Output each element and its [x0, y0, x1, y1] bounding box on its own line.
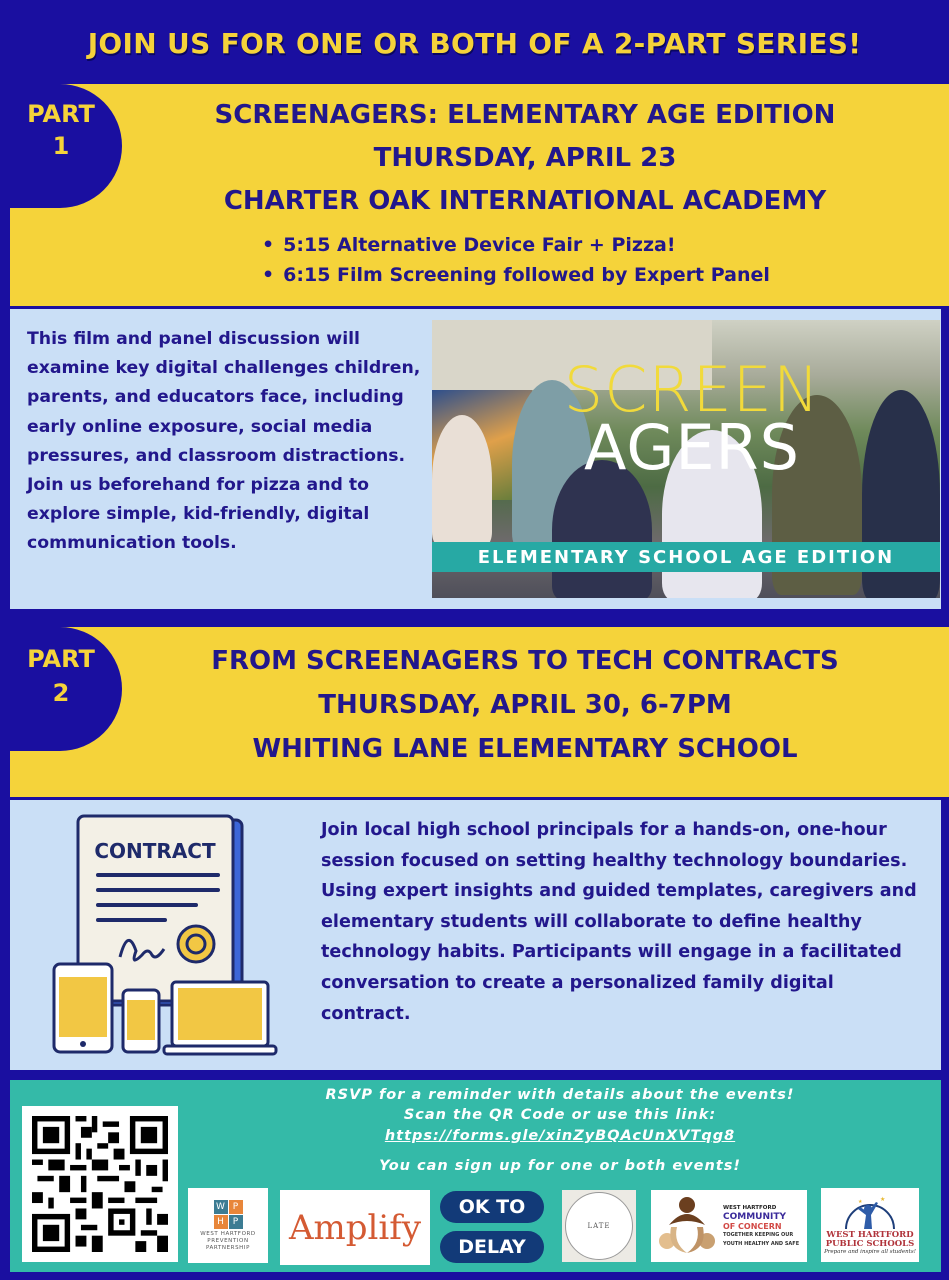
part2-date: THURSDAY, APRIL 30, 6-7PM [318, 690, 732, 720]
poster-title-line1: SCREEN [563, 353, 821, 426]
part1-title: SCREENAGERS: ELEMENTARY AGE EDITION [214, 100, 836, 130]
coc-line1: WEST HARTFORD [723, 1204, 777, 1211]
late-text: LATE [587, 1222, 611, 1230]
part2-badge [0, 627, 122, 751]
part2-location: WHITING LANE ELEMENTARY SCHOOL [252, 734, 798, 764]
qr-code[interactable] [22, 1106, 178, 1262]
schedule-item: • 6:15 Film Screening followed by Expert Panel [262, 260, 770, 290]
screenagers-poster [432, 320, 940, 598]
wpp-letter: P [229, 1200, 243, 1214]
whps-logo [821, 1188, 919, 1262]
coc-line2: COMMUNITY [723, 1211, 787, 1222]
wpp-letter: H [214, 1215, 228, 1229]
whps-name: WEST HARTFORD PUBLIC SCHOOLS [825, 1230, 915, 1249]
wpp-letter: W [214, 1200, 228, 1214]
contract-illustration [40, 812, 280, 1062]
part1-badge-word: PART [27, 100, 95, 128]
series-title: JOIN US FOR ONE OR BOTH OF A 2-PART SERIES! [87, 26, 862, 60]
amplify-logo [280, 1190, 430, 1265]
contract-label: CONTRACT [94, 839, 216, 863]
poster-child [432, 415, 492, 545]
schedule-item: • 5:15 Alternative Device Fair + Pizza! [262, 230, 770, 260]
svg-text:★: ★ [880, 1197, 886, 1203]
amplify-text: Amplify [288, 1207, 422, 1248]
part1-location: CHARTER OAK INTERNATIONAL ACADEMY [223, 186, 827, 216]
part2-badge-word: PART [27, 645, 95, 673]
part2-description: Join local high school principals for a hands-on, one-hour session focused on setting healthy technology boundaries. Using expert insights and guided templates, caregivers and elementary students will collaborate to define healthy technology habits. Participants will engage in a facilitated conversation to create a personalized family digital contract. [321, 820, 917, 1024]
rsvp-line1: RSVP for a reminder with details about the events! [325, 1087, 795, 1103]
qr-code-icon [32, 1116, 168, 1252]
late-circle [565, 1192, 633, 1260]
ok-to-delay-bubble-bottom: DELAY [440, 1231, 544, 1263]
part1-badge-number: 1 [52, 132, 70, 160]
rsvp-link[interactable]: https://forms.gle/xinZyBQAcUnXVTqg8 [384, 1128, 736, 1144]
coc-line3: OF CONCERN [723, 1221, 782, 1231]
top-banner [0, 0, 949, 86]
wpp-caption: WEST HARTFORD PREVENTION PARTNERSHIP [200, 1230, 256, 1251]
poster-title-line2: AGERS [584, 411, 800, 484]
part2-title: FROM SCREENAGERS TO TECH CONTRACTS [211, 646, 839, 676]
wpp-logo [188, 1188, 268, 1263]
late-logo [562, 1190, 636, 1262]
coc-line4: TOGETHER KEEPING OUR YOUTH HEALTHY AND SAFE [723, 1231, 800, 1247]
part2-badge-number: 2 [52, 679, 70, 707]
rsvp-line2: Scan the QR Code or use this link: [403, 1107, 717, 1123]
svg-text:★: ★ [858, 1199, 863, 1205]
whps-tagline: Prepare and inspire all students! [824, 1249, 916, 1255]
reaching-child-icon [840, 1195, 900, 1231]
ok-to-delay-bubble-top: OK TO [440, 1191, 544, 1223]
wpp-letter: P [229, 1215, 243, 1229]
community-of-concern-logo [651, 1190, 807, 1262]
part1-badge [0, 84, 122, 208]
part1-date: THURSDAY, APRIL 23 [373, 143, 677, 173]
part1-description: This film and panel discussion will examine key digital challenges children, parents, and educators face, including early online exposure, social media pressures, and classroom distractions. Join us beforehand for pizza and to explore simple, kid-friendly, digital communication tools. [27, 329, 421, 554]
part1-schedule [262, 230, 770, 290]
rsvp-line4: You can sign up for one or both events! [379, 1158, 741, 1174]
community-people-icon [657, 1195, 717, 1257]
poster-subtitle: ELEMENTARY SCHOOL AGE EDITION [432, 542, 940, 572]
